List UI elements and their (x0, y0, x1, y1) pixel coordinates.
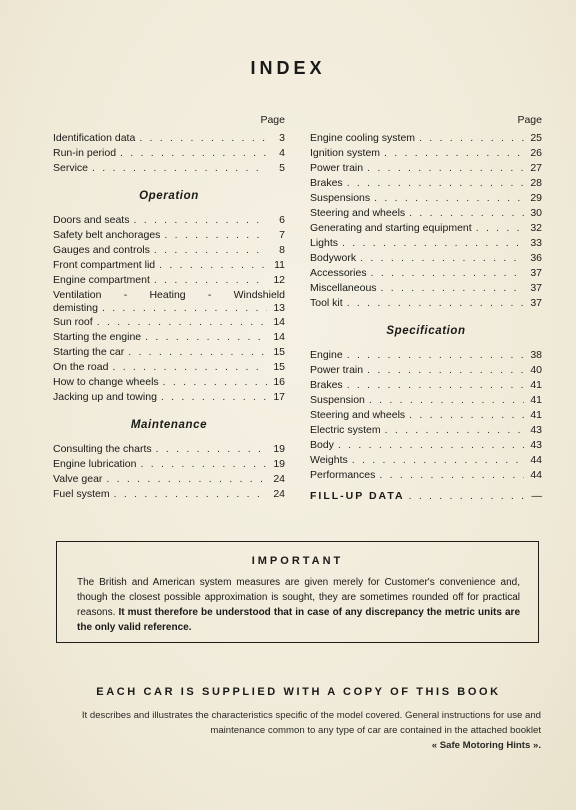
index-entry-page: 15 (273, 361, 285, 373)
index-entry-page: 37 (530, 297, 542, 309)
leader-dots (343, 379, 524, 391)
leader-dots (363, 364, 524, 376)
index-entry-page: 24 (273, 488, 285, 500)
index-entry-label: Sun roof (53, 316, 93, 328)
index-entry[interactable] (53, 473, 285, 488)
leader-dots (356, 252, 524, 264)
index-entry-page: 7 (279, 229, 285, 241)
index-entry[interactable] (310, 147, 542, 162)
leader-dots (102, 473, 267, 485)
leader-dots (108, 361, 267, 373)
index-entry[interactable] (53, 443, 285, 458)
index-entry-label: Suspension (310, 394, 365, 406)
index-entry[interactable] (53, 147, 285, 162)
index-entry-label: Bodywork (310, 252, 357, 264)
leader-dots (88, 162, 267, 174)
index-entry-page: 41 (530, 409, 542, 421)
page-title: INDEX (250, 58, 326, 78)
important-bold-text: It must therefore be understood that in case of any discrepancy the metric units are the only valid reference. (77, 607, 521, 633)
index-entry[interactable] (310, 207, 542, 222)
index-entry[interactable] (310, 379, 542, 394)
index-entry-label: Engine lubrication (53, 458, 137, 470)
index-entry-label: Steering and wheels (310, 207, 406, 219)
important-notice-box (56, 541, 539, 643)
index-entry[interactable] (53, 214, 285, 229)
index-entry[interactable] (53, 376, 285, 391)
index-entry-page: 4 (279, 147, 285, 159)
ventilation-word: Heating (149, 289, 186, 301)
index-entry-page: 28 (530, 177, 542, 189)
index-entry-label: Brakes (310, 379, 343, 391)
index-entry[interactable] (53, 488, 285, 503)
index-entry[interactable] (53, 331, 285, 346)
index-entry-label: Starting the engine (53, 331, 142, 343)
index-entry-page: 11 (274, 259, 285, 271)
important-text: The British and American system measures are given merely for Customer's convenience and, though the closest possible approximation is sought, they are sometimes rounded off for practical reasons. (77, 577, 520, 618)
leader-dots (124, 346, 267, 358)
leader-dots (343, 297, 524, 309)
index-entry-page: 43 (530, 439, 542, 451)
index-entry-page: 24 (273, 473, 285, 485)
leader-dots (365, 394, 524, 406)
index-entry[interactable] (310, 454, 542, 469)
index-entry-page: 41 (530, 379, 542, 391)
index-entry[interactable] (53, 274, 285, 289)
index-entry-label: Front compartment lid (53, 259, 156, 271)
index-entry[interactable] (53, 132, 285, 147)
index-entry-label: Suspensions (310, 192, 371, 204)
leader-dots (405, 409, 524, 421)
important-body (77, 575, 520, 635)
index-entry-label: Run-in period (53, 147, 117, 159)
index-entry-page: 40 (530, 364, 542, 376)
index-entry-label: demisting (53, 302, 98, 314)
index-entry[interactable] (53, 229, 285, 244)
leader-dots (152, 443, 267, 455)
index-entry-label: Identification data (53, 132, 136, 144)
index-entry[interactable] (310, 132, 542, 147)
index-entry[interactable] (53, 162, 285, 177)
index-entry-page: 26 (530, 147, 542, 159)
index-entry-page: 37 (530, 282, 542, 294)
index-entry[interactable] (53, 391, 285, 406)
index-entry-page: 44 (530, 469, 542, 481)
index-entry[interactable] (310, 162, 542, 177)
leader-dots (472, 222, 524, 234)
leader-dots (348, 454, 524, 466)
index-entry[interactable] (310, 409, 542, 424)
index-entry[interactable] (310, 439, 542, 454)
index-entry-page: 12 (273, 274, 285, 286)
index-entry-label: Engine (310, 349, 343, 361)
index-entry-label: Power train (310, 364, 364, 376)
index-entry-label: Brakes (310, 177, 343, 189)
index-entry-fill-up-data[interactable] (310, 490, 542, 505)
index-entry[interactable] (310, 394, 542, 409)
index-entry[interactable] (310, 424, 542, 439)
index-entry-label: Generating and starting equipment (310, 222, 472, 234)
footer-booklet-title: « Safe Motoring Hints ». (431, 740, 541, 751)
index-entry-page: 25 (530, 132, 542, 144)
index-entry-label: Engine compartment (53, 274, 150, 286)
leader-dots (375, 469, 524, 481)
index-entry-label: Starting the car (53, 346, 125, 358)
leader-dots (141, 331, 267, 343)
index-entry-page: 5 (279, 162, 285, 174)
index-entry[interactable] (310, 282, 542, 297)
leader-dots (110, 488, 267, 500)
index-entry-page: 8 (279, 244, 285, 256)
page-column-header: Page (260, 114, 285, 126)
index-entry[interactable] (310, 237, 542, 252)
index-entry-label: Miscellaneous (310, 282, 377, 294)
index-entry-page: 17 (273, 391, 285, 403)
ventilation-word: - (123, 289, 128, 301)
index-entry-page: 15 (273, 346, 285, 358)
index-entry-label: Tool kit (310, 297, 343, 309)
leader-dots (405, 207, 524, 219)
index-entry[interactable] (53, 316, 285, 331)
footer-text: It describes and illustrates the characteristics specific of the model covered. General instructions for use and maintenance common to any type of car are contained in the attached booklet (81, 710, 541, 736)
index-left-column (53, 114, 285, 503)
index-entry-label: Electric system (310, 424, 381, 436)
index-entry-label: Performances (310, 469, 376, 481)
index-entry-label: Safety belt anchorages (53, 229, 161, 241)
leader-dots (129, 214, 267, 226)
index-entry-label: Power train (310, 162, 364, 174)
section-title-maintenance: Maintenance (130, 419, 208, 431)
leader-dots (415, 132, 524, 144)
index-entry[interactable] (310, 297, 542, 312)
index-entry-page: 29 (530, 192, 542, 204)
index-entry-page: 44 (530, 454, 542, 466)
index-entry-ventilation[interactable] (53, 289, 285, 316)
leader-dots (381, 424, 524, 436)
section-title-specification: Specification (386, 325, 466, 337)
leader-dots (157, 391, 267, 403)
index-entry-page: 41 (530, 394, 542, 406)
index-entry-label: Valve gear (53, 473, 103, 485)
index-entry[interactable] (310, 267, 542, 282)
index-entry-label: Service (53, 162, 89, 174)
index-entry-label: Engine cooling system (310, 132, 416, 144)
index-entry-page: 14 (273, 331, 285, 343)
index-entry-label: Lights (310, 237, 339, 249)
leader-dots (150, 274, 267, 286)
index-entry-page: 43 (530, 424, 542, 436)
index-entry[interactable] (53, 458, 285, 473)
index-entry-label: On the road (53, 361, 109, 373)
leader-dots (338, 237, 524, 249)
leader-dots (343, 177, 524, 189)
index-entry[interactable] (310, 222, 542, 237)
index-entry-page: 16 (273, 376, 285, 388)
index-entry-page: 38 (530, 349, 542, 361)
index-right-column (310, 114, 542, 505)
leader-dots (367, 267, 524, 279)
page-column-header: Page (517, 114, 542, 126)
index-entry-label: Ignition system (310, 147, 381, 159)
leader-dots (150, 244, 267, 256)
index-entry-label: FILL-UP DATA (310, 490, 405, 502)
index-entry-page: 6 (279, 214, 285, 226)
leader-dots (160, 229, 267, 241)
ventilation-word: Ventilation (53, 289, 102, 301)
index-entry-page: 13 (273, 302, 285, 314)
footer-heading: EACH CAR IS SUPPLIED WITH A COPY OF THIS BOOK (96, 686, 501, 698)
index-entry-page: 19 (273, 443, 285, 455)
index-entry[interactable] (53, 259, 285, 274)
important-heading: IMPORTANT (251, 555, 344, 567)
index-entry-label: Doors and seats (53, 214, 130, 226)
index-entry[interactable] (310, 252, 542, 267)
leader-dots (135, 132, 267, 144)
index-entry[interactable] (310, 469, 542, 484)
ventilation-word: Windshield (233, 289, 285, 301)
leader-dots (334, 439, 524, 451)
index-entry[interactable] (310, 349, 542, 364)
index-entry-label: Gauges and controls (53, 244, 150, 256)
leader-dots (405, 490, 524, 502)
leader-dots (363, 162, 524, 174)
leader-dots (155, 259, 267, 271)
index-entry-page: 33 (530, 237, 542, 249)
index-entry-page: 32 (530, 222, 542, 234)
index-entry-label: Fuel system (53, 488, 110, 500)
index-entry-label: Weights (310, 454, 348, 466)
section-title-operation: Operation (139, 190, 199, 202)
index-entry-page: 19 (273, 458, 285, 470)
index-entry[interactable] (310, 364, 542, 379)
leader-dots (377, 282, 524, 294)
leader-dots (159, 376, 267, 388)
leader-dots (93, 316, 267, 328)
index-entry-label: Jacking up and towing (53, 391, 157, 403)
index-entry-page: 3 (279, 132, 285, 144)
footer-body (53, 708, 541, 753)
leader-dots (136, 458, 267, 470)
index-entry-label: Accessories (310, 267, 367, 279)
index-entry-label: Consulting the charts (53, 443, 152, 455)
index-entry[interactable] (53, 346, 285, 361)
leader-dots (370, 192, 524, 204)
leader-dots (380, 147, 524, 159)
index-entry-page: — (531, 490, 542, 502)
index-entry[interactable] (53, 361, 285, 376)
index-entry-page: 36 (530, 252, 542, 264)
leader-dots (98, 302, 267, 314)
index-entry[interactable] (53, 244, 285, 259)
index-entry-label: Body (310, 439, 334, 451)
index-entry-label: How to change wheels (53, 376, 159, 388)
leader-dots (116, 147, 267, 159)
leader-dots (343, 349, 524, 361)
index-entry-page: 37 (530, 267, 542, 279)
index-entry-page: 30 (530, 207, 542, 219)
index-entry[interactable] (310, 192, 542, 207)
index-entry[interactable] (310, 177, 542, 192)
index-entry-page: 27 (530, 162, 542, 174)
ventilation-word: - (207, 289, 212, 301)
index-entry-label: Steering and wheels (310, 409, 406, 421)
index-entry-page: 14 (273, 316, 285, 328)
